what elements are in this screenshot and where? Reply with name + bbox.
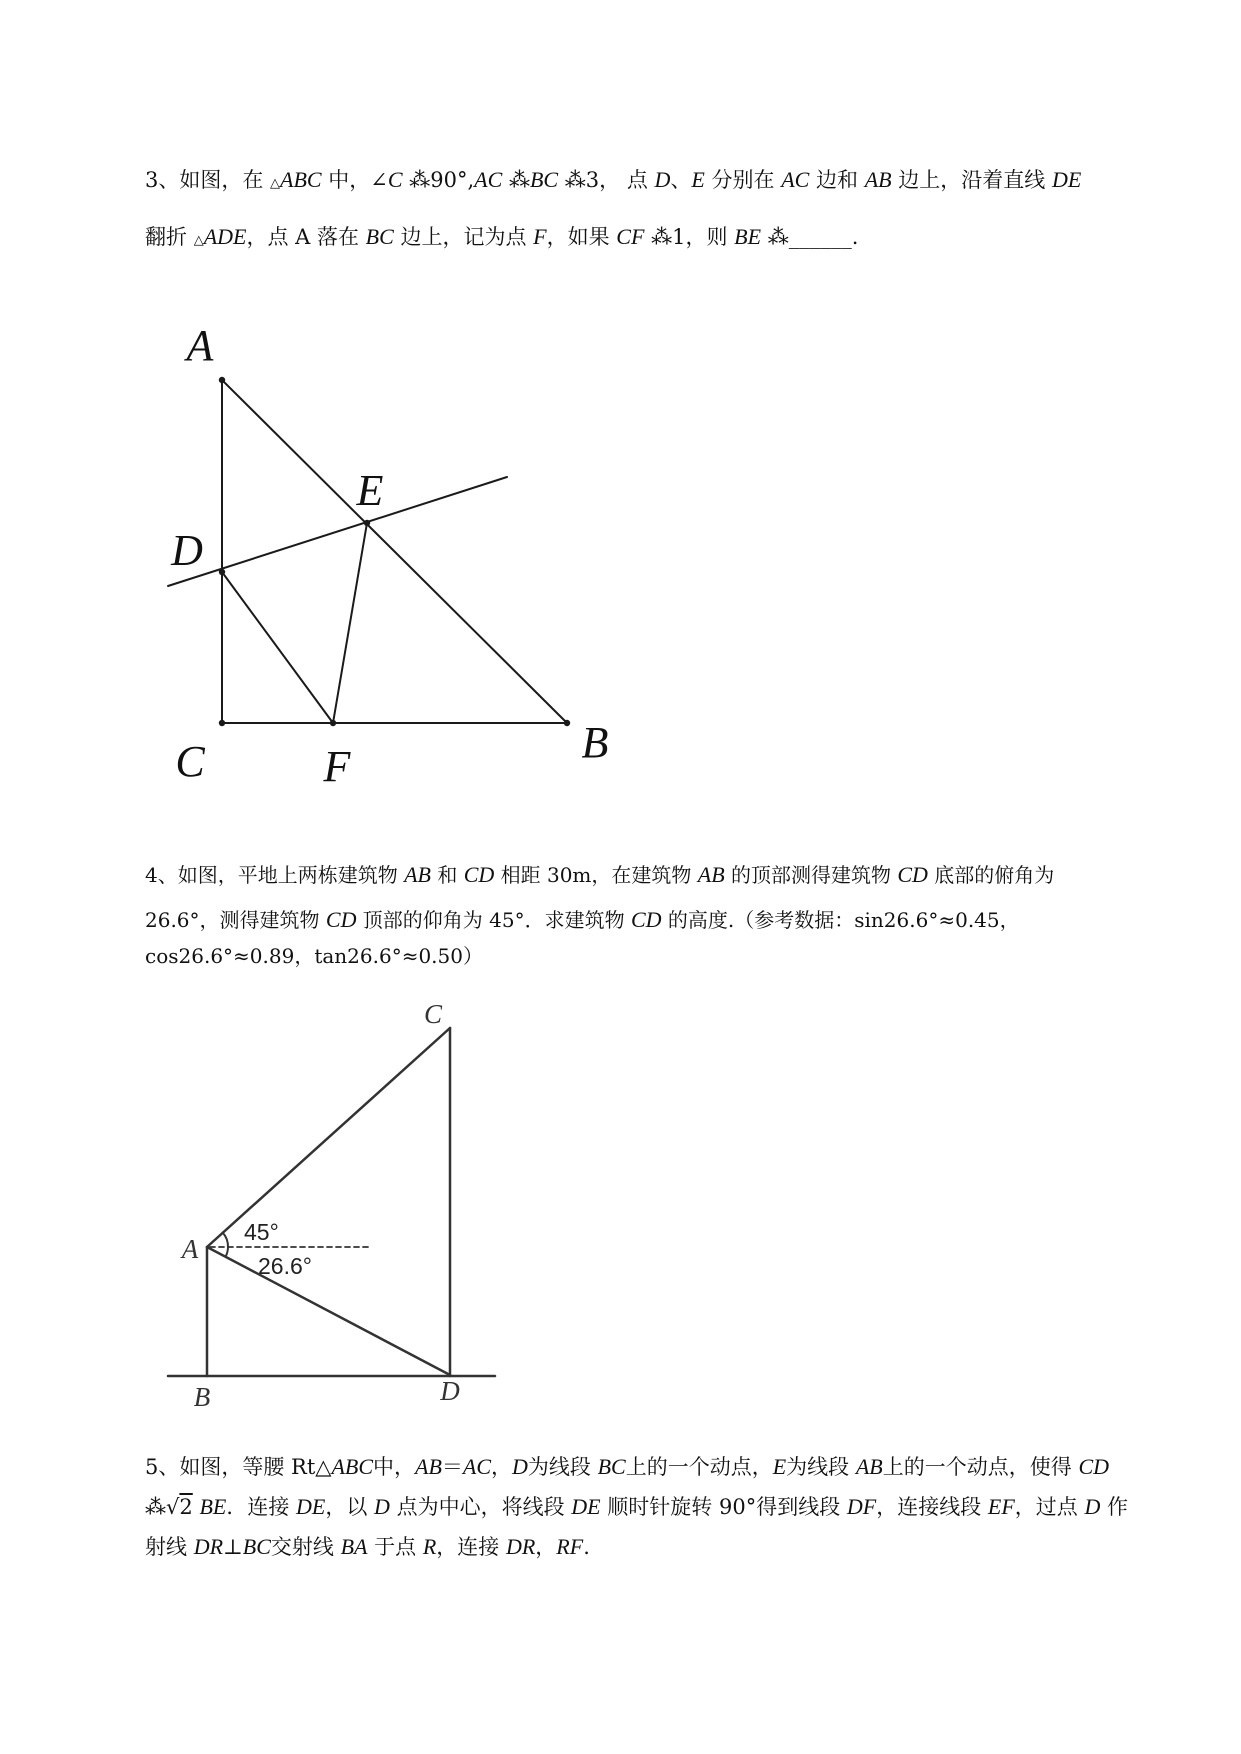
text-segment: 顶部的仰角为 45°．求建筑物 — [356, 908, 631, 932]
point-c — [219, 720, 225, 726]
math-variable: DR — [505, 1534, 536, 1559]
math-variable: CD — [1078, 1454, 1109, 1479]
text-segment: 的顶部测得建筑物 — [724, 863, 898, 887]
math-variable: CF — [616, 224, 645, 249]
label-c: C — [423, 999, 443, 1029]
answer-blank: ⁂______. — [761, 225, 859, 249]
math-variable: AC — [781, 167, 810, 192]
math-variable: DE — [1051, 167, 1082, 192]
math-variable: D — [512, 1454, 528, 1479]
angle-label-depression: 26.6° — [258, 1253, 312, 1279]
math-variable: AB — [415, 1454, 442, 1479]
text-segment: 26.6°，测得建筑物 — [145, 908, 326, 932]
math-variable: AB — [855, 1454, 883, 1479]
math-variable: BA — [340, 1534, 368, 1559]
math-variable: DE — [296, 1494, 326, 1519]
math-variable: EF — [987, 1494, 1015, 1519]
text-segment: ，以 — [325, 1495, 375, 1519]
text-segment: ，连接线段 — [876, 1495, 988, 1519]
math-variable: RF — [556, 1534, 584, 1559]
label-f: F — [323, 742, 351, 791]
math-variable: AC — [474, 167, 503, 192]
text-segment: ，点 A 落在 — [246, 225, 366, 249]
math-variable: CD — [463, 862, 495, 887]
figure-1-triangle-fold — [168, 380, 567, 723]
perpendicular-symbol: ⊥ — [223, 1535, 243, 1559]
math-variable: BC — [597, 1454, 626, 1479]
math-variable: E — [691, 167, 705, 192]
figure-2-buildings — [168, 1028, 495, 1376]
math-variable: BC — [365, 224, 394, 249]
math-variable: BC — [529, 167, 559, 192]
math-variable: D — [1084, 1494, 1101, 1519]
text-segment: 边上，记为点 — [393, 225, 534, 249]
text-segment: 上的一个动点， — [625, 1455, 773, 1479]
math-variable: D — [654, 167, 671, 192]
math-variable: DR — [193, 1534, 224, 1559]
text-segment: ， — [535, 1535, 557, 1559]
text-segment: ⁂1，则 — [644, 225, 735, 249]
text-segment: 5、如图，等腰 Rt△ — [145, 1455, 332, 1479]
text-segment: 为线段 — [786, 1455, 856, 1479]
math-variable: D — [374, 1494, 390, 1519]
sightline-ac — [207, 1028, 450, 1247]
text-segment: 上的一个动点，使得 — [882, 1455, 1079, 1479]
math-variable: ADE — [203, 224, 247, 249]
text-segment: 分别在 — [704, 168, 782, 192]
line-de-extended — [168, 477, 507, 586]
text-segment: 底部的俯角为 — [927, 863, 1055, 887]
text-segment: ⁂ — [145, 1495, 166, 1519]
math-variable: ABC — [331, 1454, 373, 1479]
angle-arc-depression — [226, 1247, 229, 1257]
text-segment: 交射线 — [270, 1535, 341, 1559]
math-variable: CD — [630, 907, 662, 932]
text-segment: 于点 — [367, 1535, 423, 1559]
text-segment: 射线 — [145, 1535, 194, 1559]
text-segment: 翻折 — [145, 225, 194, 249]
math-variable: AB — [864, 167, 892, 192]
math-variable: CD — [325, 907, 357, 932]
point-f — [330, 720, 336, 726]
angle-label-elevation: 45° — [244, 1219, 279, 1245]
math-variable: E — [772, 1454, 787, 1479]
segment-df — [222, 572, 333, 723]
segment-ef — [333, 523, 367, 723]
math-variable: CD — [897, 862, 928, 887]
text-segment: ⁂3， — [558, 168, 621, 192]
label-b: B — [193, 1382, 211, 1412]
math-variable: BE — [199, 1494, 227, 1519]
text-segment: 边和 — [809, 168, 865, 192]
point-e — [364, 520, 370, 526]
label-a: A — [186, 321, 214, 370]
text-segment: 为线段 — [527, 1455, 598, 1479]
text-segment: ⁂90°, — [402, 168, 475, 192]
reference-data: cos26.6°≈0.89，tan26.6°≈0.50） — [145, 944, 483, 968]
text-segment: 4、如图，平地上两栋建筑物 — [145, 863, 405, 887]
math-variable: ABC — [280, 167, 322, 192]
math-variable: AB — [697, 862, 725, 887]
triangle-symbol: △ — [193, 233, 204, 248]
sqrt-symbol: √ — [166, 1495, 180, 1519]
text-segment: ，如果 — [546, 225, 617, 249]
label-b: B — [581, 718, 609, 767]
math-variable: F — [533, 224, 547, 249]
text-segment: 作 — [1100, 1495, 1129, 1519]
text-segment: 顺时针旋转 90°得到线段 — [600, 1495, 847, 1519]
label-d: D — [440, 1376, 460, 1406]
label-e: E — [356, 466, 384, 515]
math-variable: DE — [571, 1494, 601, 1519]
sqrt-radicand: 2 — [179, 1495, 193, 1519]
angle-symbol: ∠ — [370, 168, 388, 192]
text-segment: 中， — [321, 168, 371, 192]
text-segment: 点为中心，将线段 — [389, 1495, 572, 1519]
math-variable: AC — [462, 1454, 492, 1479]
text-segment: 点 — [620, 168, 655, 192]
text-segment: 的高度.（参考数据：sin26.6°≈0.45， — [661, 908, 1020, 932]
sightline-ad — [207, 1247, 450, 1375]
label-d: D — [171, 526, 203, 575]
math-variable: BE — [734, 224, 762, 249]
text-segment: ， — [491, 1455, 513, 1479]
math-variable: R — [422, 1534, 437, 1559]
triangle-symbol: △ — [270, 176, 281, 191]
figure-2-labels — [180, 999, 461, 1412]
text-segment: ，连接 — [436, 1535, 506, 1559]
text-segment: 边上，沿着直线 — [891, 168, 1052, 192]
text-segment: . — [583, 1535, 590, 1559]
text-segment: 3、如图，在 — [145, 168, 271, 192]
label-a: A — [181, 1234, 199, 1264]
text-segment: 、 — [670, 168, 692, 192]
label-c: C — [175, 737, 205, 786]
text-segment: ．连接 — [226, 1495, 297, 1519]
math-variable: BC — [242, 1534, 271, 1559]
math-variable: DF — [846, 1494, 877, 1519]
text-segment: 和 — [430, 863, 464, 887]
figure-1-labels — [170, 321, 608, 791]
text-segment: ＝ — [441, 1455, 463, 1479]
math-variable: C — [387, 167, 403, 192]
point-b — [564, 720, 570, 726]
text-segment: ，过点 — [1014, 1495, 1085, 1519]
math-variable: AB — [404, 862, 431, 887]
text-segment: ⁂ — [502, 168, 530, 192]
text-segment: 相距 30m，在建筑物 — [494, 863, 698, 887]
angle-arc-elevation — [223, 1233, 228, 1248]
text-segment: 中， — [373, 1455, 415, 1479]
point-a — [219, 377, 225, 383]
point-d — [219, 569, 225, 575]
